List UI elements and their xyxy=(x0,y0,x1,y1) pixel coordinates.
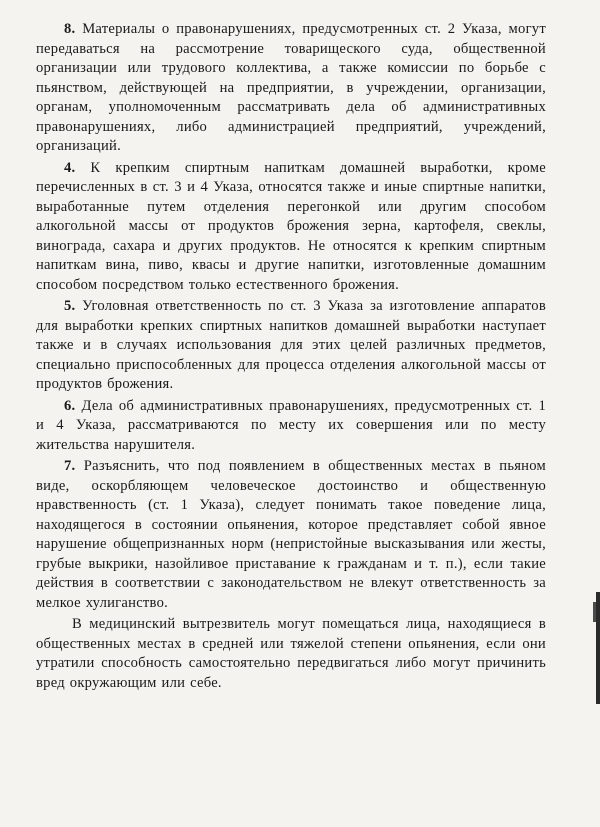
paragraph-6 xyxy=(36,397,546,456)
paragraph-number: 8. xyxy=(64,21,76,37)
scan-edge-mark xyxy=(596,592,600,704)
paragraph-text: Уголовная ответственность по ст. 3 Указа за изготовление аппаратов для выработки крепких спиртных напитков домашней выработки наступает также и в случаях использования для этих целей различных предметов, специально приспособленных для процесса отделения алкогольной массы от продуктов брожения. xyxy=(36,298,546,392)
paragraph-number: 4. xyxy=(64,159,76,176)
paragraph-8 xyxy=(36,20,546,157)
paragraph-text: В медицинский вытрезвитель могут помещаться лица, находящиеся в общественных местах в средней или тяжелой степени опьянения, если они утратили способность самостоятельно передвигаться либо могут причинить вред окружающим или себе. xyxy=(36,616,546,691)
paragraph-text: Разъяснить, что под появлением в общественных местах в пьяном виде, оскорбляющем человеческое достоинство и общественную нравственность (ст. 1 Указа), следует понимать такое поведение лица, находящегося в состоянии опьянения, которое представляет собой явное нарушение общепризнанных норм (непристойные высказывания или жесты, грубые выкрики, назойливое приставание к гражданам и т. п.), если такие действия в соответствии с законодательством не влекут ответственность за мелкое хулиганство. xyxy=(36,458,546,611)
paragraph-number: 5. xyxy=(64,298,76,314)
paragraph-text: Материалы о правонарушениях, предусмотренных ст. 2 Указа, могут передаваться на рассмотрение товарищеского суда, общественной организации или трудового коллектива, а также комиссии по борьбе с пьянством, действующей на предприятии, в учреждении, организации, органам, уполномоченным рассматривать дела об административных правонарушениях, либо администрацией предприятий, учреждений, организаций. xyxy=(36,21,546,154)
paragraph-number: 7. xyxy=(64,458,76,474)
paragraph-sobering-station xyxy=(36,615,546,693)
paragraph-4 xyxy=(36,159,546,296)
paragraph-text: Дела об административных правонарушениях, предусмотренных ст. 1 и 4 Указа, рассматриваются по месту их совершения или по месту жительства нарушителя. xyxy=(36,397,546,453)
paragraph-number: 6. xyxy=(64,397,76,414)
document-page xyxy=(36,20,546,695)
paragraph-7 xyxy=(36,457,546,613)
paragraph-text: К крепким спиртным напиткам домашней выработки, кроме перечисленных в ст. 3 и 4 Указа, относятся также и иные спиртные напитки, выработанные путем отделения перегонкой или другим способом алкогольной массы от продуктов брожения зерна, картофеля, свеклы, винограда, сахара и других продуктов. Не относятся к крепким спиртным напиткам вина, пиво, квасы и другие напитки, изготовленные домашним способом посредством только естественного брожения. xyxy=(36,159,546,293)
paragraph-5 xyxy=(36,297,546,395)
